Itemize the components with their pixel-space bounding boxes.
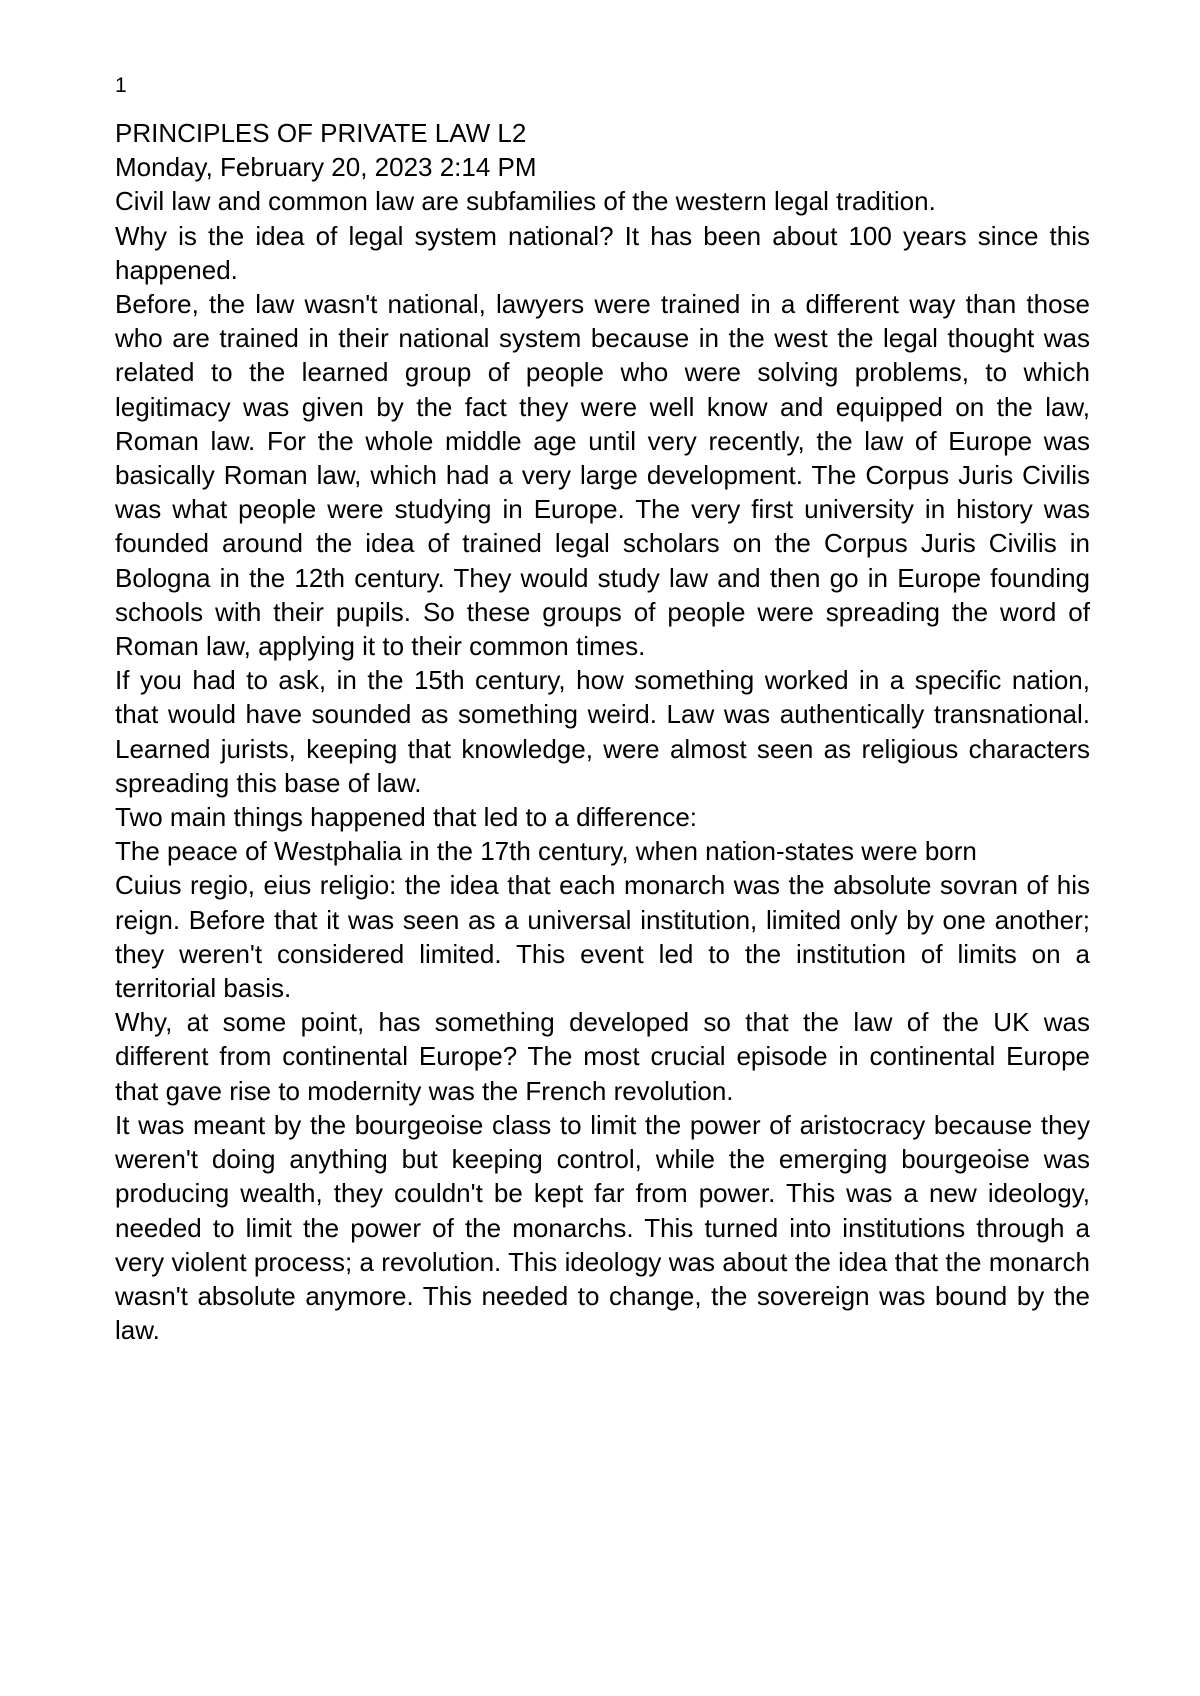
- page-number: 1: [115, 74, 127, 97]
- paragraph: If you had to ask, in the 15th century, how something worked in a specific nation, that would have sounded as something weird. Law was authentically transnational. Learned jurists, keeping that knowledge, were almost seen as religious characters spreading this base of law.: [115, 665, 1090, 798]
- paragraph: Cuius regio, eius religio: the idea that each monarch was the absolute sovran of his reign. Before that it was seen as a universal institution, limited only by one another; they weren't considered limited. This event led to the institution of limits on a territorial basis.: [115, 870, 1090, 1004]
- paragraph: Why is the idea of legal system national? It has been about 100 years since this happened.: [115, 220, 1090, 285]
- paragraph: The peace of Westphalia in the 17th century, when nation-states were born: [115, 836, 977, 867]
- document-title: PRINCIPLES OF PRIVATE LAW L2: [115, 118, 527, 148]
- paragraph: Civil law and common law are subfamilies of the western legal tradition.: [115, 186, 936, 217]
- paragraph: It was meant by the bourgeoise class to limit the power of aristocracy because they weren't doing anything but keeping control, while the emerging bourgeoise was producing wealth, they couldn't be kept far from power. This was a new ideology, needed to limit the power of the monarchs. This turned into institutions through a very violent process; a revolution. This ideology was about the idea that the monarch wasn't absolute anymore. This needed to change, the sovereign was bound by the law.: [115, 1109, 1090, 1346]
- document-date: Monday, February 20, 2023 2:14 PM: [115, 152, 537, 183]
- document-body: [115, 116, 1090, 1347]
- paragraph: Before, the law wasn't national, lawyers were trained in a different way than those who are trained in their national system because in the west the legal thought was related to the learned group of people who were solving problems, to which legitimacy was given by the fact they were well know and equipped on the law, Roman law. For the whole middle age until very recently, the law of Europe was basically Roman law, which had a very large development. The Corpus Juris Civilis was what people were studying in Europe. The very first university in history was founded around the idea of trained legal scholars on the Corpus Juris Civilis in Bologna in the 12th century. They would study law and then go in Europe founding schools with their pupils. So these groups of people were spreading the word of Roman law, applying it to their common times.: [115, 289, 1090, 662]
- paragraph: Two main things happened that led to a difference:: [115, 802, 698, 833]
- paragraph: Why, at some point, has something developed so that the law of the UK was different from continental Europe? The most crucial episode in continental Europe that gave rise to modernity was the French revolution.: [115, 1007, 1090, 1106]
